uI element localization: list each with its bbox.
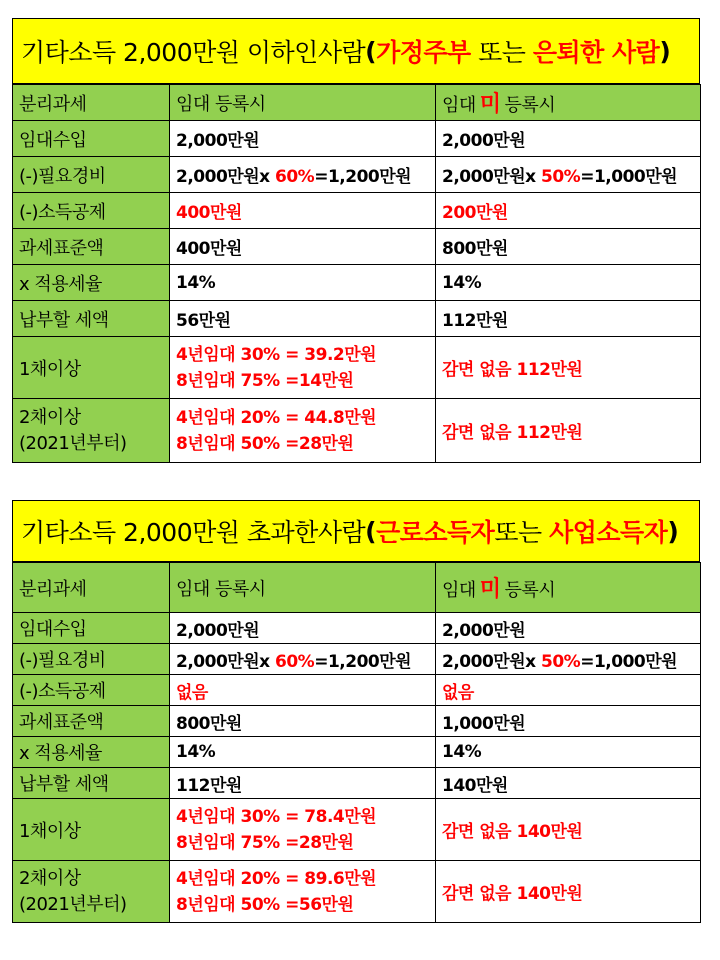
table-row	[13, 399, 701, 463]
table2-header-row	[13, 563, 701, 613]
table2-title-open: (	[365, 516, 377, 546]
header-col-unregistered: 임대 미 등록시	[436, 85, 701, 121]
row-label: 납부할 세액	[13, 768, 170, 799]
table1-title-red2: 은퇴한 사람	[532, 38, 660, 67]
row-label: 과세표준액	[13, 229, 170, 265]
table-row	[13, 157, 701, 193]
table2-block	[12, 500, 700, 923]
header-col-registered: 임대 등록시	[170, 85, 436, 121]
table1-title-close: )	[659, 36, 671, 66]
table-row	[13, 644, 701, 675]
cell-unregistered: 2,000만원	[436, 613, 701, 644]
table-row	[13, 799, 701, 861]
table-row	[13, 861, 701, 923]
cell-registered: 400만원	[170, 229, 436, 265]
table2-title	[12, 500, 700, 562]
row-label: 과세표준액	[13, 706, 170, 737]
table1-title-red1: 가정주부	[376, 38, 471, 67]
cell-unregistered: 없음	[436, 675, 701, 706]
table1	[12, 84, 701, 463]
table-row	[13, 613, 701, 644]
cell-unregistered: 감면 없음 112만원	[436, 399, 701, 463]
cell-registered: 2,000만원x 60%=1,200만원	[170, 157, 436, 193]
row-label: x 적용세율	[13, 737, 170, 768]
header-col-label: 분리과세	[13, 563, 170, 613]
table-row	[13, 229, 701, 265]
cell-registered: 14%	[170, 265, 436, 301]
table1-title	[12, 18, 700, 84]
table-row	[13, 768, 701, 799]
row-label: 1채이상	[13, 337, 170, 399]
table1-block	[12, 18, 700, 463]
cell-registered: 56만원	[170, 301, 436, 337]
cell-registered: 800만원	[170, 706, 436, 737]
cell-registered: 112만원	[170, 768, 436, 799]
row-label: (-)필요경비	[13, 644, 170, 675]
cell-unregistered: 감면 없음 140만원	[436, 861, 701, 923]
row-label: (-)소득공제	[13, 675, 170, 706]
cell-registered: 2,000만원	[170, 613, 436, 644]
header-col-registered: 임대 등록시	[170, 563, 436, 613]
cell-registered: 400만원	[170, 193, 436, 229]
mi-mark: 미	[479, 92, 501, 117]
cell-unregistered: 140만원	[436, 768, 701, 799]
cell-unregistered: 감면 없음 112만원	[436, 337, 701, 399]
table2	[12, 562, 701, 923]
table-row	[13, 265, 701, 301]
table-row	[13, 301, 701, 337]
cell-registered: 4년임대 30% = 39.2만원 8년임대 75% =14만원	[170, 337, 436, 399]
row-label: 임대수입	[13, 613, 170, 644]
cell-registered: 4년임대 20% = 89.6만원 8년임대 50% =56만원	[170, 861, 436, 923]
table1-header-row	[13, 85, 701, 121]
row-label: (-)소득공제	[13, 193, 170, 229]
cell-unregistered: 2,000만원	[436, 121, 701, 157]
table2-title-red2: 사업소득자	[549, 518, 668, 547]
cell-unregistered: 14%	[436, 737, 701, 768]
cell-unregistered: 14%	[436, 265, 701, 301]
cell-unregistered: 112만원	[436, 301, 701, 337]
table2-title-red1: 근로소득자	[376, 518, 495, 547]
header-col-label: 분리과세	[13, 85, 170, 121]
cell-unregistered: 2,000만원x 50%=1,000만원	[436, 157, 701, 193]
row-label: (-)필요경비	[13, 157, 170, 193]
table-row	[13, 337, 701, 399]
cell-unregistered: 200만원	[436, 193, 701, 229]
cell-registered: 2,000만원	[170, 121, 436, 157]
table1-title-open: (	[365, 36, 377, 66]
table-row	[13, 737, 701, 768]
cell-unregistered: 감면 없음 140만원	[436, 799, 701, 861]
row-label: 납부할 세액	[13, 301, 170, 337]
table1-title-prefix: 기타소득 2,000만원 이하인사람	[21, 38, 366, 67]
mi-mark: 미	[479, 577, 501, 602]
table2-title-prefix: 기타소득 2,000만원 초과한사람	[21, 518, 366, 547]
cell-unregistered: 1,000만원	[436, 706, 701, 737]
cell-registered: 4년임대 30% = 78.4만원 8년임대 75% =28만원	[170, 799, 436, 861]
table-row	[13, 675, 701, 706]
row-label: 임대수입	[13, 121, 170, 157]
cell-registered: 14%	[170, 737, 436, 768]
row-label: 2채이상 (2021년부터)	[13, 399, 170, 463]
cell-unregistered: 2,000만원x 50%=1,000만원	[436, 644, 701, 675]
row-label: 2채이상 (2021년부터)	[13, 861, 170, 923]
header-col-unregistered: 임대 미 등록시	[436, 563, 701, 613]
table-row	[13, 706, 701, 737]
cell-registered: 없음	[170, 675, 436, 706]
cell-registered: 4년임대 20% = 44.8만원 8년임대 50% =28만원	[170, 399, 436, 463]
table-row	[13, 121, 701, 157]
cell-unregistered: 800만원	[436, 229, 701, 265]
table2-title-close: )	[667, 516, 679, 546]
cell-registered: 2,000만원x 60%=1,200만원	[170, 644, 436, 675]
table-row	[13, 193, 701, 229]
row-label: 1채이상	[13, 799, 170, 861]
row-label: x 적용세율	[13, 265, 170, 301]
table2-title-mid: 또는	[494, 518, 550, 547]
table1-title-mid: 또는	[470, 38, 533, 67]
